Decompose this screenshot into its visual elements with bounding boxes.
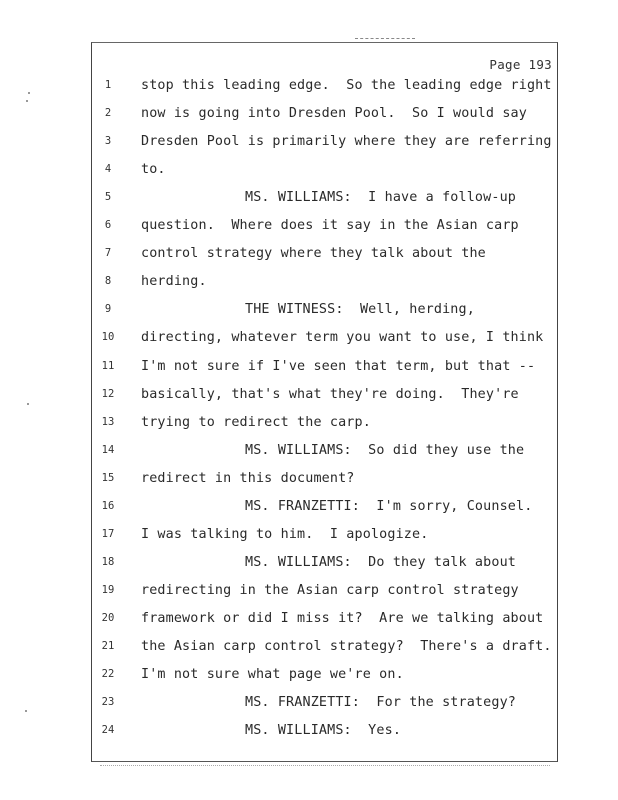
transcript-line [0, 190, 618, 218]
line-number: 16 [101, 499, 115, 512]
line-text: MS. WILLIAMS: I have a follow-up [245, 190, 516, 206]
line-text: I'm not sure if I've seen that term, but that -- [141, 358, 536, 374]
transcript-line [0, 415, 618, 443]
line-number: 10 [101, 331, 115, 344]
line-text: framework or did I miss it? Are we talking about [141, 610, 544, 626]
scan-speck [26, 100, 28, 102]
transcript-line [0, 330, 618, 358]
line-text: basically, that's what they're doing. They're [141, 386, 519, 402]
line-text: I'm not sure what page we're on. [141, 667, 404, 683]
transcript-line [0, 695, 618, 723]
transcript-line [0, 611, 618, 639]
scan-speck [25, 710, 27, 712]
line-number: 24 [101, 724, 115, 737]
line-text: redirecting in the Asian carp control strategy [141, 582, 519, 598]
transcript-line [0, 639, 618, 667]
line-text: stop this leading edge. So the leading edge right [141, 78, 552, 93]
page-number: Page 193 [489, 57, 552, 72]
transcript-line [0, 274, 618, 302]
line-number: 11 [101, 359, 115, 372]
transcript-line [0, 667, 618, 695]
line-text: MS. WILLIAMS: Do they talk about [245, 554, 516, 570]
line-number: 23 [101, 696, 115, 709]
transcript-line [0, 162, 618, 190]
line-number: 4 [104, 163, 112, 176]
line-number: 18 [101, 555, 115, 568]
line-number: 22 [101, 668, 115, 681]
line-number: 6 [104, 219, 112, 232]
line-text: MS. FRANZETTI: I'm sorry, Counsel. [245, 498, 533, 514]
line-text: MS. FRANZETTI: For the strategy? [245, 695, 516, 711]
line-text: I was talking to him. I apologize. [141, 526, 429, 542]
line-text: control strategy where they talk about the [141, 246, 486, 262]
transcript-line [0, 499, 618, 527]
transcript-line [0, 78, 618, 106]
line-number: 8 [104, 275, 112, 288]
transcript-line [0, 302, 618, 330]
footer-scan-noise [100, 765, 550, 770]
line-text: question. Where does it say in the Asian carp [141, 218, 519, 234]
line-text: THE WITNESS: Well, herding, [245, 302, 475, 318]
line-number: 2 [104, 107, 112, 120]
line-number: 19 [101, 583, 115, 596]
line-number: 17 [101, 527, 115, 540]
line-text: redirect in this document? [141, 470, 355, 486]
line-text: herding. [141, 274, 207, 290]
line-number: 5 [104, 191, 112, 204]
line-text: MS. WILLIAMS: Yes. [245, 723, 402, 739]
line-number: 20 [101, 611, 115, 624]
line-number: 15 [101, 471, 115, 484]
line-text: Dresden Pool is primarily where they are referring [141, 134, 552, 150]
transcript-line [0, 471, 618, 499]
scan-speck [27, 403, 29, 405]
transcript-line [0, 723, 618, 751]
line-number: 1 [104, 79, 112, 91]
line-text: to. [141, 162, 166, 178]
line-text: trying to redirect the carp. [141, 414, 371, 430]
transcript-line [0, 555, 618, 583]
transcript-line [0, 246, 618, 274]
transcript-line [0, 443, 618, 471]
scan-speck [28, 92, 30, 94]
line-number: 21 [101, 640, 115, 652]
transcript-line [0, 134, 618, 162]
transcript-line [0, 583, 618, 611]
transcript-line [0, 106, 618, 134]
transcript-line [0, 387, 618, 415]
line-number: 14 [101, 443, 115, 456]
line-number: 12 [101, 387, 115, 400]
line-number: 7 [104, 247, 112, 260]
line-number: 9 [104, 303, 112, 316]
transcript-line [0, 527, 618, 555]
line-text: now is going into Dresden Pool. So I would say [141, 106, 527, 122]
line-text: MS. WILLIAMS: So did they use the [245, 442, 525, 458]
transcript-line [0, 359, 618, 387]
line-number: 13 [101, 415, 115, 428]
line-text: directing, whatever term you want to use, I think [141, 330, 544, 346]
line-number: 3 [104, 135, 112, 148]
line-text: the Asian carp control strategy? There's a draft. [141, 639, 552, 654]
transcript-line [0, 218, 618, 246]
